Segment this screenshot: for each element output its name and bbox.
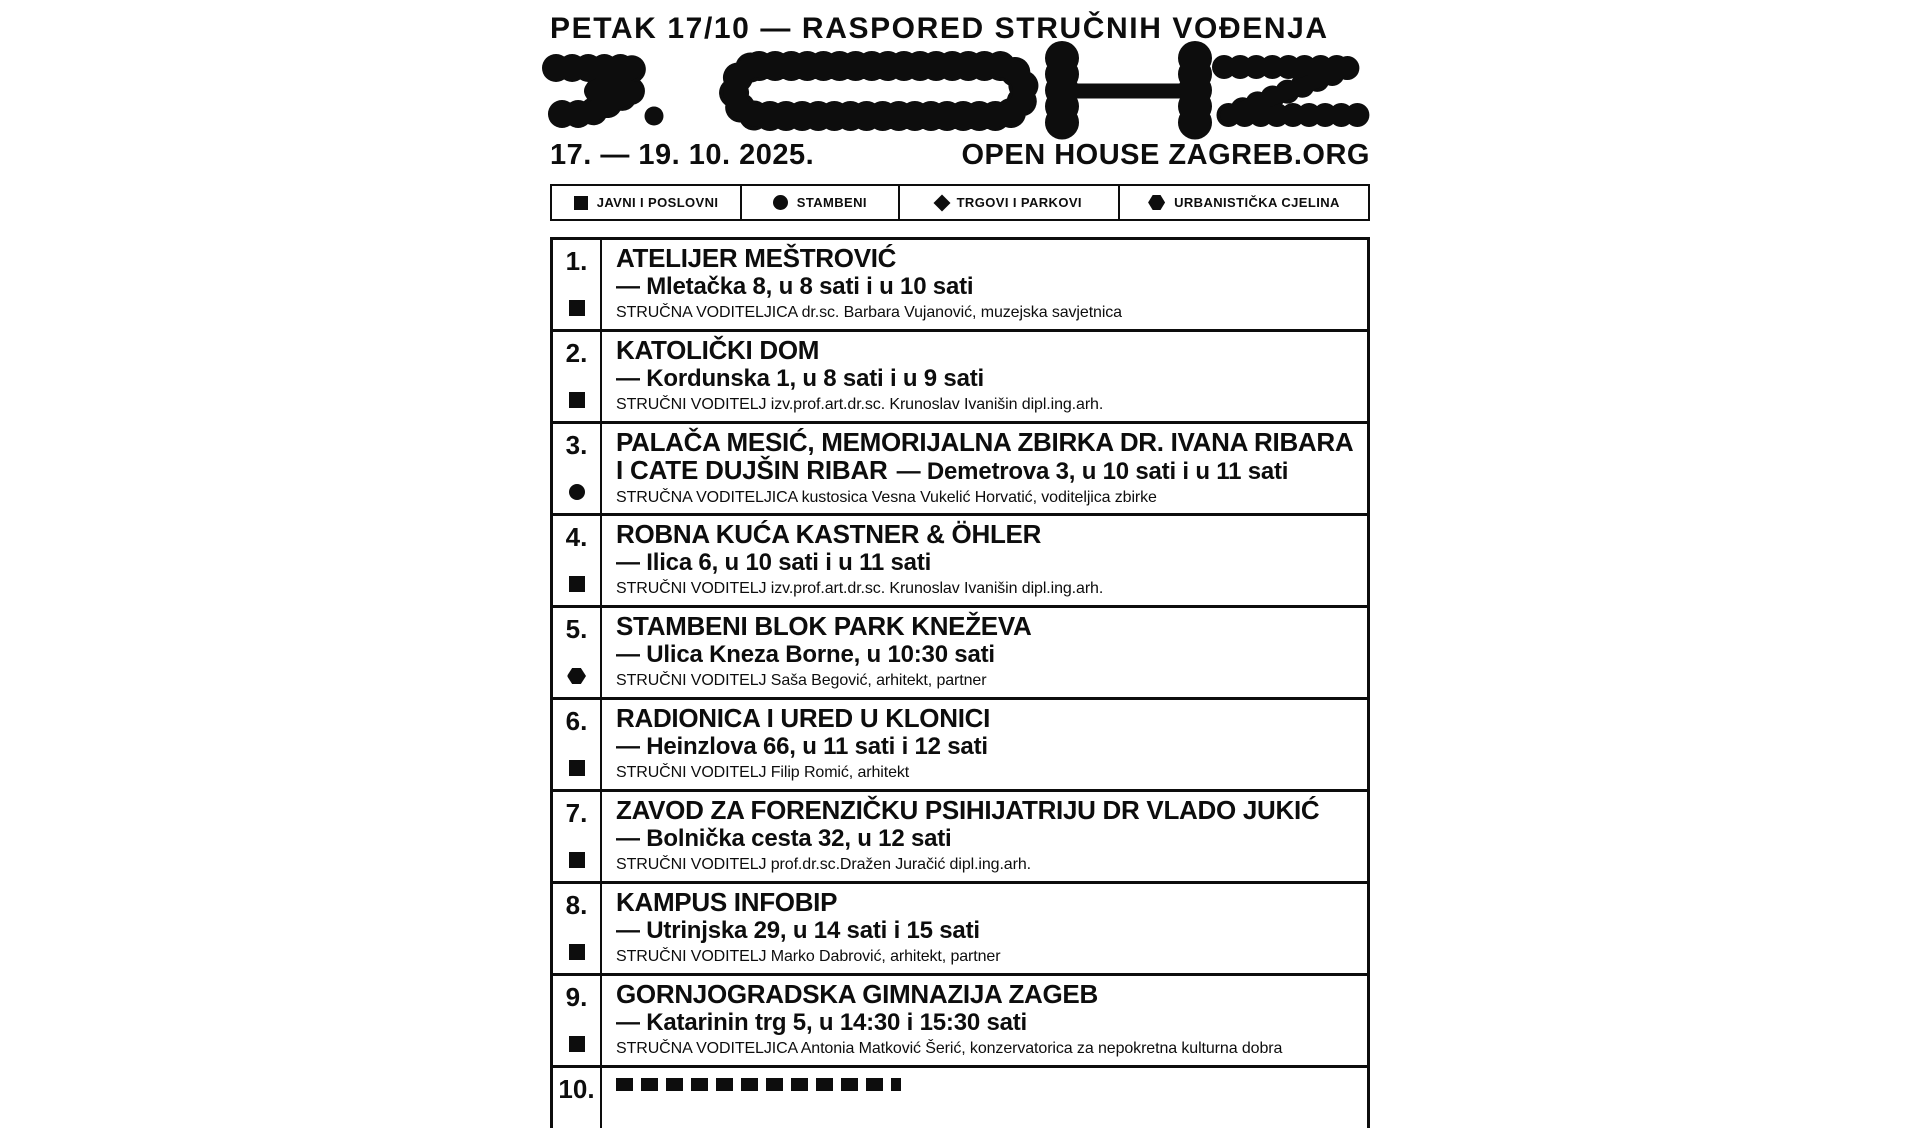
venue-title: ATELIJER MEŠTROVIĆ: [616, 243, 897, 273]
clipped-title-glimpse: [616, 1078, 901, 1091]
legend-item-square: [552, 186, 742, 219]
circle-icon: [569, 484, 585, 500]
row-content-cell: [602, 516, 1367, 605]
row-number: 10.: [558, 1074, 595, 1104]
venue-title: RADIONICA I URED U KLONICI: [616, 703, 991, 733]
venue-title: KATOLIČKI DOM: [616, 335, 820, 365]
legend-item-circle: [742, 186, 899, 219]
venue-title-line2: I CATE DUJŠIN RIBAR: [616, 455, 888, 485]
venue-title: STAMBENI BLOK PARK KNEŽEVA: [616, 611, 1032, 641]
venue-guide: STRUČNI VODITELJ Marko Dabrović, arhitekt, partner: [616, 948, 1001, 965]
row-number-cell: [553, 424, 602, 513]
schedule-row: [553, 792, 1367, 884]
schedule-row: [553, 700, 1367, 792]
row-content-cell: [602, 976, 1367, 1065]
row-number: 3.: [565, 430, 588, 460]
row-number: 7.: [565, 798, 588, 828]
row-content-cell: [602, 240, 1367, 329]
row-number-cell: [553, 700, 602, 789]
venue-address-line: [616, 825, 1359, 852]
square-icon: [569, 760, 585, 776]
logo-dot: [645, 107, 664, 126]
legend-item-diamond: [900, 186, 1120, 219]
row-number-cell: [553, 240, 602, 329]
square-icon: [569, 392, 585, 408]
legend-label: JAVNI I POSLOVNI: [596, 195, 719, 210]
square-icon: [569, 1036, 585, 1052]
row-number-cell: [553, 884, 602, 973]
row-content-cell: [602, 424, 1367, 513]
poster: [550, 0, 1370, 1128]
hexagon-icon: [567, 668, 586, 684]
venue-address: — Bolnička cesta 32, u 12 sati: [616, 825, 952, 852]
venue-address: — Ulica Kneza Borne, u 10:30 sati: [616, 641, 995, 668]
venue-address: — Katarinin trg 5, u 14:30 i 15:30 sati: [616, 1009, 1028, 1036]
row-content-cell: [602, 608, 1367, 697]
square-icon: [569, 300, 585, 316]
venue-address-line: [616, 733, 1359, 760]
row-content-cell: [602, 884, 1367, 973]
venue-guide: STRUČNI VODITELJ izv.prof.art.dr.sc. Krunoslav Ivanišin dipl.ing.arh.: [616, 580, 1104, 597]
schedule-row-clipped: [553, 1068, 1367, 1128]
legend-label: STAMBENI: [796, 195, 867, 210]
row-content-cell: [602, 1068, 1367, 1128]
venue-title: ZAVOD ZA FORENZIČKU PSIHIJATRIJU DR VLADO JUKIĆ: [616, 795, 1320, 825]
circle-icon: [773, 195, 788, 210]
row-number: 9.: [565, 982, 588, 1012]
venue-guide: STRUČNI VODITELJ izv.prof.art.dr.sc. Krunoslav Ivanišin dipl.ing.arh.: [616, 396, 1104, 413]
row-number: 1.: [565, 246, 588, 276]
row-content-cell: [602, 700, 1367, 789]
row-number: 6.: [565, 706, 588, 736]
venue-guide: STRUČNI VODITELJ Filip Romić, arhitekt: [616, 764, 910, 781]
venue-guide: STRUČNA VODITELJICA kustosica Vesna Vukelić Horvatić, voditeljica zbirke: [616, 489, 1157, 506]
venue-address-line: [616, 273, 1359, 300]
dateline: [550, 139, 1370, 172]
row-number-cell: [553, 1068, 602, 1128]
venue-address: — Ilica 6, u 10 sati i u 11 sati: [616, 549, 932, 576]
square-icon: [574, 196, 588, 210]
schedule-row: [553, 332, 1367, 424]
row-number-cell: [553, 608, 602, 697]
venue-title: GORNJOGRADSKA GIMNAZIJA ZAGEB: [616, 979, 1098, 1009]
site-url: OPEN HOUSE ZAGREB.ORG: [961, 139, 1370, 171]
legend-item-hexagon: [1120, 186, 1368, 219]
venue-guide: STRUČNA VODITELJICA dr.sc. Barbara Vujanović, muzejska savjetnica: [616, 304, 1122, 321]
venue-address-line: [616, 457, 1359, 485]
row-number: 5.: [565, 614, 588, 644]
venue-address: — Mletačka 8, u 8 sati i u 10 sati: [616, 273, 974, 300]
venue-guide: STRUČNI VODITELJ prof.dr.sc.Dražen Juračić dipl.ing.arh.: [616, 856, 1031, 873]
venue-guide: STRUČNA VODITELJICA Antonia Matković Šerić, konzervatorica za nepokretna kulturna dobra: [616, 1040, 1283, 1057]
row-content-cell: [602, 332, 1367, 421]
square-icon: [569, 576, 585, 592]
square-icon: [569, 852, 585, 868]
venue-address-line: [616, 917, 1359, 944]
row-number-cell: [553, 516, 602, 605]
venue-address-line: [616, 549, 1359, 576]
ohz-logo: [550, 53, 1370, 129]
diamond-icon: [933, 194, 950, 211]
row-number: 8.: [565, 890, 588, 920]
row-content-cell: [602, 792, 1367, 881]
square-icon: [569, 944, 585, 960]
schedule-row: [553, 424, 1367, 516]
venue-guide: STRUČNI VODITELJ Saša Begović, arhitekt, partner: [616, 672, 987, 689]
venue-title: PALAČA MESIĆ, MEMORIJALNA ZBIRKA DR. IVANA RIBARA: [616, 427, 1354, 457]
venue-address: — Utrinjska 29, u 14 sati i 15 sati: [616, 917, 980, 944]
schedule-row: [553, 240, 1367, 332]
legend-label: URBANISTIČKA CJELINA: [1174, 195, 1340, 210]
date-range: 17. — 19. 10. 2025.: [550, 139, 815, 171]
row-number: 2.: [565, 338, 588, 368]
venue-address-line: [616, 1009, 1359, 1036]
legend-label: TRGOVI I PARKOVI: [956, 195, 1082, 210]
row-number-cell: [553, 792, 602, 881]
schedule-row: [553, 608, 1367, 700]
row-number-cell: [553, 976, 602, 1065]
venue-title: KAMPUS INFOBIP: [616, 887, 838, 917]
venue-address: — Heinzlova 66, u 11 sati i 12 sati: [616, 733, 988, 760]
schedule-row: [553, 976, 1367, 1068]
schedule-row: [553, 884, 1367, 976]
legend: [550, 184, 1370, 221]
row-number: 4.: [565, 522, 588, 552]
venue-address: — Kordunska 1, u 8 sati i u 9 sati: [616, 365, 984, 392]
venue-address-line: [616, 641, 1359, 668]
venue-title: ROBNA KUĆA KASTNER & ÖHLER: [616, 519, 1042, 549]
row-number-cell: [553, 332, 602, 421]
schedule-table: [550, 237, 1370, 1128]
venue-address: — Demetrova 3, u 10 sati i u 11 sati: [896, 458, 1289, 485]
venue-address-line: [616, 365, 1359, 392]
hexagon-icon: [1148, 195, 1165, 210]
schedule-row: [553, 516, 1367, 608]
page-title: PETAK 17/10 — RASPORED STRUČNIH VOĐENJA: [550, 12, 1329, 45]
